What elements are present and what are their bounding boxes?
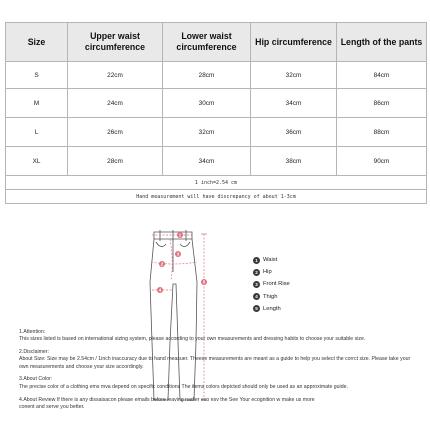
header-lower-waist: Lower waist circumference: [163, 23, 251, 62]
legend-item-front-rise: [253, 278, 290, 290]
table-cell: 86cm: [337, 89, 427, 118]
note-body-disclaimer: About Size: Size may be 2.54cm / 1inch inaccuracy due to hand measuer. Theese measurements are meant as a guide to help you select the corrct size. Please take your own measurements and choose your size accordingly.: [19, 356, 411, 370]
header-hip: Hip circumference: [251, 23, 337, 62]
legend-item-length: [253, 303, 290, 315]
table-cell: 84cm: [337, 62, 427, 89]
table-cell: 88cm: [337, 118, 427, 147]
table-cell: 36cm: [251, 118, 337, 147]
legend-label: Waist: [263, 257, 278, 264]
legend-number: 5: [253, 305, 260, 312]
conversion-text: 1 inch=2.54 cm: [6, 176, 427, 190]
notes-section: [19, 329, 419, 411]
table-cell: L: [6, 118, 68, 147]
table-row: [6, 89, 427, 118]
table-cell: 26cm: [68, 118, 163, 147]
table-cell: XL: [6, 147, 68, 176]
table-row: [6, 118, 427, 147]
table-cell: 90cm: [337, 147, 427, 176]
table-cell: 22cm: [68, 62, 163, 89]
diagram-number-4: 4: [158, 287, 162, 293]
note-title-attention: 1.Attention:: [19, 329, 46, 335]
diagram-number-1: 1: [178, 232, 182, 238]
table-row: [6, 62, 427, 89]
legend-number: 1: [253, 257, 260, 264]
table-cell: S: [6, 62, 68, 89]
hand-measure-note: Hand measurement will have discrepancy of about 1-3cm: [6, 190, 427, 204]
legend-number: 4: [253, 293, 260, 300]
table-cell: 30cm: [163, 89, 251, 118]
note-body-review: conent and serve you better.: [19, 403, 85, 410]
table-row: [6, 147, 427, 176]
table-cell: 28cm: [68, 147, 163, 176]
legend-number: 2: [253, 269, 260, 276]
table-cell: 34cm: [163, 147, 251, 176]
table-cell: M: [6, 89, 68, 118]
table-cell: 38cm: [251, 147, 337, 176]
table-header-row: [6, 23, 427, 62]
legend-label: Front Rise: [263, 281, 290, 288]
legend-item-hip: [253, 266, 290, 278]
table-cell: 32cm: [163, 118, 251, 147]
legend-label: Thigh: [263, 293, 278, 300]
hand-note-row: [6, 190, 427, 204]
header-upper-waist: Upper waist circumference: [68, 23, 163, 62]
note-body-attention: This sizes listed is based on international sizing system, please according to your own measurements and dressing habits to choose your suitable size.: [19, 336, 366, 343]
note-title-color: 3.About Color:: [19, 376, 53, 383]
measurement-legend: [253, 254, 290, 315]
header-size: Size: [6, 23, 68, 62]
diagram-number-3: 3: [176, 251, 180, 257]
legend-item-waist: [253, 254, 290, 266]
note-title-disclaimer: 2.Disclaimer:: [19, 349, 49, 356]
header-length: Length of the pants: [337, 23, 427, 62]
note-body-color: The precise color of a clothing ems mva depend on specific conditions The items colors depicted should only be used as an approximate guide.: [19, 383, 348, 390]
diagram-number-2: 2: [160, 261, 164, 267]
table-cell: 32cm: [251, 62, 337, 89]
diagram-number-5: 5: [202, 279, 206, 285]
table-cell: 24cm: [68, 89, 163, 118]
conversion-row: [6, 176, 427, 190]
legend-label: Length: [263, 305, 281, 312]
table-cell: 28cm: [163, 62, 251, 89]
legend-item-thigh: [253, 291, 290, 303]
legend-number: 3: [253, 281, 260, 288]
size-chart-table: [5, 22, 427, 204]
table-cell: 34cm: [251, 89, 337, 118]
legend-label: Hip: [263, 269, 272, 276]
note-title-review: 4.About Review If there is any dissaisacon please emails before leaving nadler eso esv the See Your ecognition w make us more: [19, 396, 315, 403]
